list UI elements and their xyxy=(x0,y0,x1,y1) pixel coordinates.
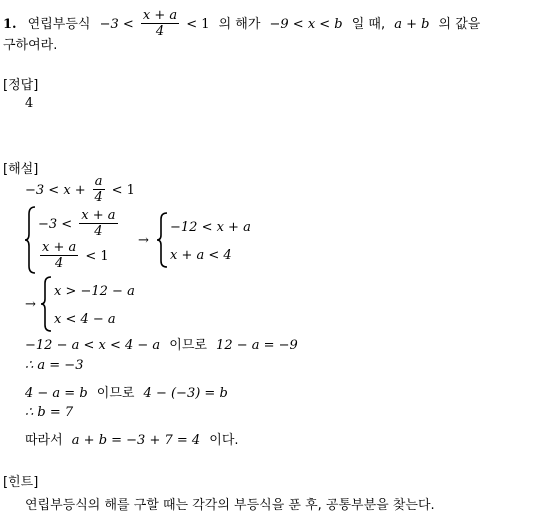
solution-step-5: ∴ a = −3 xyxy=(25,358,84,373)
brace-system-2 xyxy=(156,212,168,268)
step8-end: 이다. xyxy=(209,433,239,448)
problem-fraction xyxy=(141,8,179,39)
step8-text: 따라서 xyxy=(25,433,63,448)
arrow-1: → xyxy=(138,233,149,248)
sys1-row1-num: x + a xyxy=(81,208,116,223)
step6-text: 이므로 xyxy=(96,386,135,401)
sys2-row-1: −12 < x + a xyxy=(170,220,251,235)
step6-equation: 4 − (−3) = b xyxy=(143,386,228,401)
sys1-row1-den: 4 xyxy=(94,224,103,239)
system1-row-2 xyxy=(38,240,109,271)
problem-number: 1. xyxy=(3,17,17,32)
solution-step-4 xyxy=(25,334,298,353)
problem-frac-num: x + a xyxy=(142,8,178,23)
step1-right: < 1 xyxy=(111,183,135,198)
sys1-row1-fraction xyxy=(79,208,117,239)
step1-left: −3 < x + xyxy=(25,183,86,198)
sys3-row-1: x > −12 − a xyxy=(54,284,135,299)
problem-text-c: 일 때, xyxy=(351,17,386,32)
problem-ineq-left: −3 < xyxy=(99,17,134,32)
problem-line-2: 구하여라. xyxy=(3,38,58,53)
sys3-row-2: x < 4 − a xyxy=(54,312,116,327)
step1-frac-num: a xyxy=(94,174,103,189)
step4-text: 이므로 xyxy=(169,338,207,353)
step8-math: a + b = −3 + 7 = 4 xyxy=(71,433,201,448)
system1-row-1 xyxy=(38,208,120,239)
step1-frac-den: 4 xyxy=(94,190,103,205)
sys1-row2-num: x + a xyxy=(42,240,77,255)
problem-text-b: 의 해가 xyxy=(218,17,261,32)
hint-text: 연립부등식의 해를 구할 때는 각각의 부등식을 푼 후, 공통부분을 찾는다. xyxy=(25,498,435,513)
solution-step-6 xyxy=(25,382,228,401)
problem-ineq-right: < 1 xyxy=(186,17,210,32)
problem-text-d: 의 값을 xyxy=(438,17,481,32)
step4-equation: 12 − a = −9 xyxy=(216,338,298,353)
step6-math: 4 − a = b xyxy=(25,386,88,401)
brace-system-3 xyxy=(40,276,52,332)
sys2-row-2: x + a < 4 xyxy=(170,248,232,263)
step4-math: −12 − a < x < 4 − a xyxy=(25,338,161,353)
answer-value: 4 xyxy=(25,96,34,111)
solution-step-8 xyxy=(25,429,239,448)
problem-text-a: 연립부등식 xyxy=(27,17,91,32)
solution-label: [해설] xyxy=(3,162,39,177)
sys1-row2-fraction xyxy=(40,240,78,271)
sys1-row2-den: 4 xyxy=(54,256,64,271)
step1-fraction xyxy=(93,174,105,205)
problem-expression: a + b xyxy=(394,17,430,32)
solution-step-7: ∴ b = 7 xyxy=(25,405,74,420)
problem-frac-den: 4 xyxy=(155,24,165,39)
arrow-2: → xyxy=(25,297,36,312)
solution-step-1 xyxy=(25,174,135,205)
answer-label: [정답] xyxy=(3,78,39,93)
problem-condition: −9 < x < b xyxy=(269,17,343,32)
sys1-row2-right: < 1 xyxy=(85,249,109,264)
brace-system-1 xyxy=(24,206,36,274)
sys1-row1-left: −3 < xyxy=(38,217,73,232)
hint-label: [힌트] xyxy=(3,475,39,490)
problem-line-1 xyxy=(3,8,480,39)
